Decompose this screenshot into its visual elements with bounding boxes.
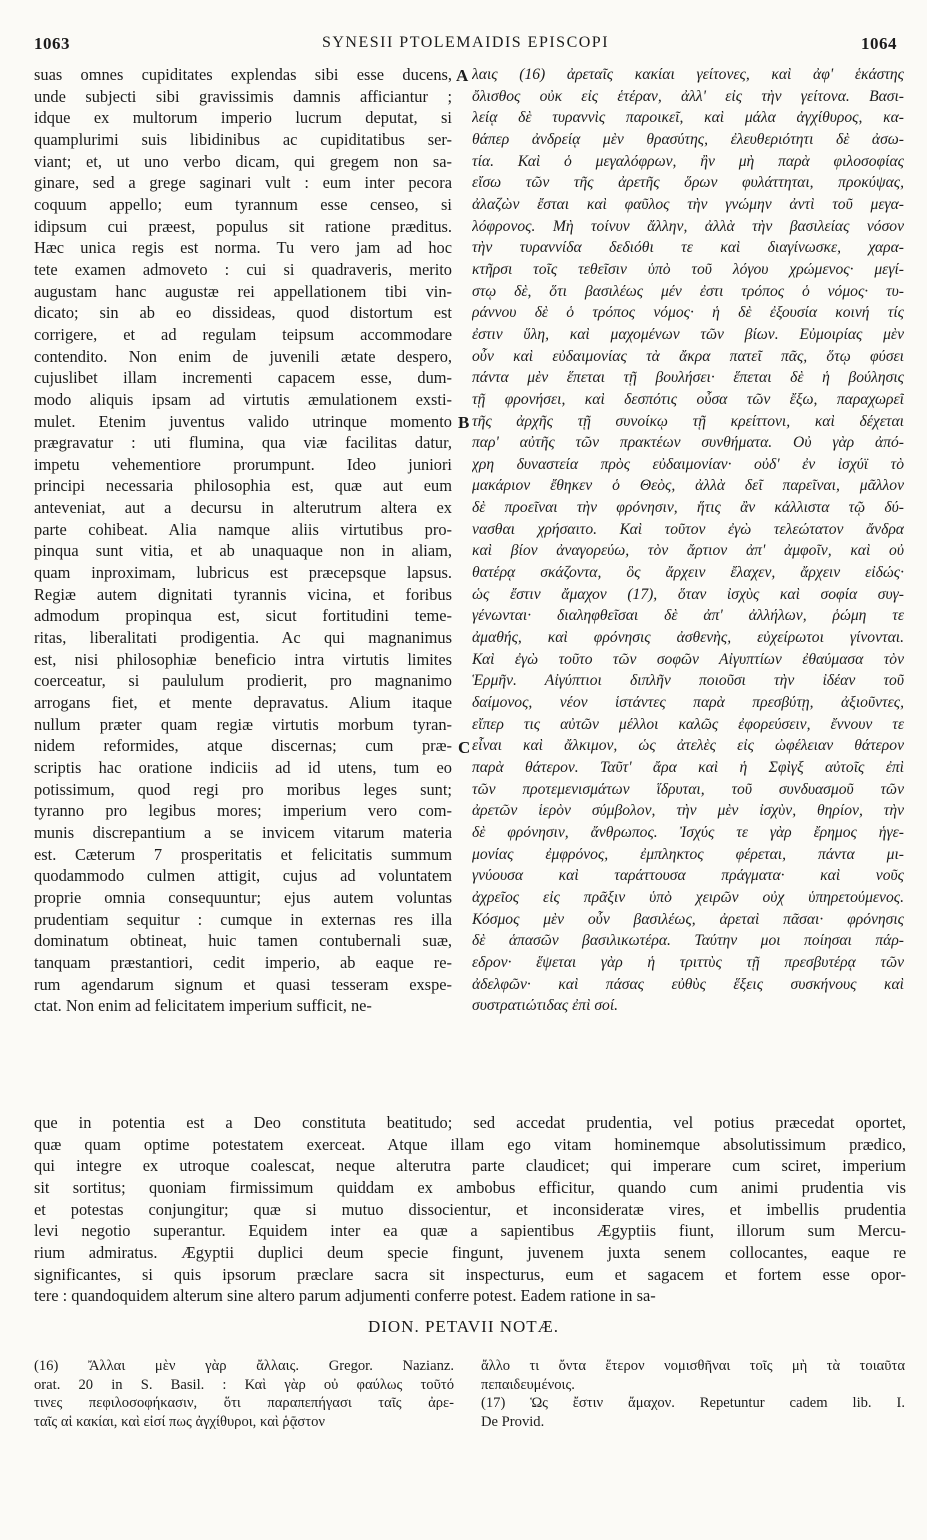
latin-text-line: prægravatur : uti flumina, qua viæ facilitas datur, bbox=[34, 433, 452, 453]
greek-text-line: δὲ προεῖναι τὴν φρόνησιν, ἥτις ἂν κάλλιστα τῷ δύ- bbox=[472, 499, 904, 517]
latin-text-line: proprie omnia consequuntur; ejus autem voluntas bbox=[34, 887, 452, 907]
note-text-line: orat. 20 in S. Basil. : Καὶ γὰρ οὐ φαύλως τοῦτό bbox=[34, 1376, 454, 1393]
greek-text-line: χρη δυναστεία πρὸς εὐδαιμονίαν· οὐδ' ἐν ἰσχύϊ τὸ bbox=[472, 455, 904, 473]
greek-text-line: παρὰ θάτερον. Ταῦτ' ἄρα καὶ ἡ Σφὶγξ αὐτοῖς ἐπὶ bbox=[472, 759, 904, 776]
greek-text-line: Καὶ ἐγὼ τοῦτο τῶν σοφῶν Αἰγυπτίων ἐθαύμασα τὸν bbox=[472, 650, 904, 668]
latin-text-line: prudentiam sequitur : cumque in externas res illa bbox=[34, 909, 452, 929]
greek-text-line: συστρατιώτιδας ἐπὶ σοί. bbox=[472, 997, 619, 1015]
latin-text-line: idque ex multorum imperio lucrum deputat, si bbox=[34, 108, 452, 128]
latin-text-line: quam inproximam, lubricus est præcepsque lapsus. bbox=[34, 563, 452, 583]
latin-text-line: modo aliquis ipsam ad virtutis æmulationem exsti- bbox=[34, 389, 452, 409]
latin-text-line: ritas, liberalitati prodigentia. Ac qui magnanimus bbox=[34, 628, 452, 648]
latin-text-line: viant; et, ut uno verbo dicam, qui gregem non sa- bbox=[34, 151, 452, 171]
latin-text-line: parte cohibeat. Alia namque aliis virtutibus pro- bbox=[34, 519, 452, 539]
greek-column bbox=[472, 64, 904, 1017]
greek-text-line: ἀλαζὼν ἔσται καὶ φαῦλος τὴν γνώμην ἀντὶ τοῦ μεγα- bbox=[472, 195, 904, 213]
latin-text-line: coerceatur, si paululum prodierit, pro magnanimo bbox=[34, 671, 452, 691]
note-text-line: (16) Ἄλλαι μὲν γὰρ ἄλλαις. Gregor. Nazianz. bbox=[34, 1358, 454, 1374]
latin-text-line: suas omnes cupiditates explendas sibi esse ducens, bbox=[34, 65, 452, 84]
greek-text-line: ἀδελφῶν· καὶ πάσας εὐθὺς ἕξεις συσκήνους καὶ bbox=[472, 975, 904, 993]
page-number-left: 1063 bbox=[34, 34, 70, 53]
latin-column bbox=[34, 64, 452, 1017]
greek-text-line: τὴν τυραννίδα δεδιόθι τε καὶ διαγίνωσκε, χαρα- bbox=[472, 239, 904, 257]
greek-text-line: λόφρονος. Μὴ τοίνυν ἄλλην, ἀλλὰ τὴν βασιλείας νόσον bbox=[472, 217, 904, 235]
latin-text-line: ginare, sed a grege saginari vult : eum inter pecora bbox=[34, 173, 452, 193]
latin-text-line: arrogans fiet, et mente depravatus. Alium itaque bbox=[34, 693, 452, 713]
greek-text-line: στῳ δὲ, ὅτι βασιλέως μέν ἐστι τρόπος ὁ νόμος· τυ- bbox=[472, 282, 904, 300]
latin-text-line: admodum propinqua est, sicut fortitudini teme- bbox=[34, 606, 452, 626]
greek-text-line: τῇ φρονήσει, καὶ δεσπότις οὖσα τῶν ἔξω, παραχωρεῖ bbox=[472, 390, 904, 408]
latin-text-line: idipsum cui præest, populus sit ratione præditus. bbox=[34, 216, 452, 236]
greek-text-line: μονίας ἐμφρόνος, ἐμπληκτος φέρεται, πάντα μι- bbox=[472, 845, 904, 863]
full-text-line: sit sortitus; quoniam firmissimum quiddam ex ambobus efficitur, quando cum animi prudentia vis bbox=[34, 1177, 906, 1197]
greek-text-line: κτῆρσι τοῖς τεθεῖσιν ὑπὸ τοῦ λόγου χρώμενος· μεγί- bbox=[472, 260, 904, 278]
greek-text-line: δὲ ἁπασῶν βασιλικωτέρα. Ταύτην μοι ποίησαι πάρ- bbox=[472, 932, 904, 950]
greek-text-line: δὲ φρόνησιν, ἄνθρωπος. Ἰσχύς τε γὰρ ἔρημος ἡγε- bbox=[472, 823, 904, 841]
margin-marker-a: A bbox=[456, 66, 469, 85]
latin-text-line: tanquam præstantiori, cedit imperio, ab eaque re- bbox=[34, 952, 452, 972]
greek-text-line: θάπερ ἀνδρείᾳ μὲν θρασύτης, ἐλευθεριότητι δὲ ἀσω- bbox=[472, 130, 904, 148]
greek-text-line: πάντα μὲν ἕπεται τῇ βουλήσει· ἕπεται δὲ ἡ βούλησις bbox=[472, 369, 904, 387]
notes-right-column bbox=[481, 1357, 905, 1431]
greek-text-line: γνύουσα καὶ ταράττουσα πράγματα· καὶ νοῦς bbox=[472, 867, 904, 885]
latin-text-line: corrigere, et ad regulam teipsum accommodare bbox=[34, 324, 452, 344]
full-text-line: rium admiratus. Ægyptii duplici deum specie fingunt, juvenem juxta senem collocantes, eaque re bbox=[34, 1242, 906, 1262]
latin-text-line: ctat. Non enim ad felicitatem imperium sufficit, ne- bbox=[34, 996, 372, 1016]
latin-text-line: impetu vehementiore prorumpunt. Ideo juniori bbox=[34, 454, 452, 474]
greek-text-line: εδρον· ἕψεται γὰρ ἡ τριττὺς τῇ πρεσβυτέρᾳ τῶν bbox=[472, 953, 904, 971]
greek-text-line: λαις (16) ἀρεταῖς κακίαι γείτονες, καὶ ἀφ' ἑκάστης bbox=[472, 66, 904, 83]
full-text-line: significantes, si quis ipsorum præclare sacra sit inspecturus, eum et sagacem et fortem esse opor- bbox=[34, 1264, 906, 1284]
greek-text-line: νασθαι χρήσαιτο. Καὶ τοῦτον ἐγὼ τελεώτατον ἄνδρα bbox=[472, 520, 904, 538]
notes-heading: DION. PETAVII NOTÆ. bbox=[367, 1317, 560, 1336]
note-text-line: ἄλλο τι ὄντα ἕτερον νομισθῆναι τοῖς μὴ τὰ τοιαῦτα bbox=[481, 1358, 905, 1374]
note-text-line: τινες πεφιλοσοφήκασιν, ὅτι παραπεπήγασι ταῖς ἀρε- bbox=[34, 1395, 454, 1412]
latin-text-line: cujuslibet illam incrementi capacem esse, dum- bbox=[34, 368, 452, 388]
greek-text-line: τῆς ἀρχῆς τῇ συνοίκῳ τῇ κρείττονι, καὶ δέχεται bbox=[472, 412, 904, 430]
page-number-right: 1064 bbox=[861, 34, 897, 53]
latin-text-line: rum agendarum signum et quasi tesseram exspe- bbox=[34, 974, 452, 994]
greek-text-line: ὄλισθος οὐκ εἰς ἑτέραν, ἀλλ' εἰς τὴν γείτονα. Βασι- bbox=[472, 87, 904, 105]
greek-text-line: ὡς ἔστιν ἄμαχον (17), ὅταν ἰσχὺς καὶ σοφία συγ- bbox=[472, 585, 904, 603]
greek-text-line: θατέρᾳ σκάζοντα, ὃς ἄρχειν ἔλαχεν, ἄρχειν εἰδώς· bbox=[472, 564, 904, 582]
latin-text-line: Regiæ autem dignitati tyrannis vicina, et foribus bbox=[34, 584, 452, 604]
full-width-paragraph bbox=[34, 1112, 906, 1307]
latin-text-line: est, nisi philosophiæ beneficio intra virtutis limites bbox=[34, 649, 452, 669]
latin-text-line: est. Cæterum 7 prosperitatis et felicitatis summum bbox=[34, 844, 452, 864]
latin-text-line: principi necessaria philosophia est, quæ aut eum bbox=[34, 476, 452, 496]
latin-text-line: dominatum obtineat, huic tamen contubernali suæ, bbox=[34, 931, 452, 951]
latin-text-line: contendito. Non enim de juvenili ætate despero, bbox=[34, 346, 452, 366]
full-text-line: qui integre ex utroque coalescat, neque alterutra parte claudicet; qui imperare cum sciret, imperium bbox=[34, 1156, 906, 1176]
greek-text-line: ἐστιν ὕλη, καὶ μαχομένων τῶν βίων. Εὐμοιρίας μὲν bbox=[472, 325, 904, 343]
greek-text-line: δαίμονος, νέον ἱστάντες παρὰ πρεσβύτῃ, ἀξιοῦντες, bbox=[472, 694, 904, 712]
note-text-line: (17) Ὡς ἔστιν ἄμαχον. Repetuntur cadem lib. I. bbox=[481, 1395, 905, 1412]
greek-text-line: ἀχρεῖος εἰς πρᾶξιν ὑπὸ χειρῶν οὐχ ὑπηρετούμενος. bbox=[472, 888, 904, 906]
latin-text-line: quamplurimi suis libidinibus ac cupiditatibus ser- bbox=[34, 129, 452, 149]
latin-text-line: anteveniat, aut a decursu in alterutrum altera ex bbox=[34, 498, 452, 518]
greek-text-line: εἴσω τῶν τῆς ἀρετῆς ὅρων φυλάττηται, προκύψας, bbox=[472, 174, 904, 192]
latin-text-line: munis discrepantium a se invicem vitarum materia bbox=[34, 822, 452, 842]
running-header bbox=[34, 34, 897, 58]
greek-text-line: παρ' αὐτῆς τῶν πρακτέων συνθήματα. Οὐ γὰρ ἀπό- bbox=[472, 434, 904, 452]
latin-text-line: pinqua sunt vitia, et ab unaquaque non in aliam, bbox=[34, 541, 452, 561]
latin-text-line: mulet. Etenim juventus valido utrinque momento bbox=[34, 411, 452, 431]
note-text-line: πεπαιδευμένοις. bbox=[481, 1376, 575, 1393]
latin-text-line: nullum præter quam regiæ virtutis morbum tyran- bbox=[34, 714, 452, 734]
greek-text-line: καὶ βίον ἀναγορεύω, τὸν ἄρτιον ἀπ' ἀμφοῖν, καὶ οὐ bbox=[472, 542, 904, 560]
latin-text-line: scriptis hac oratione indiciis ad id utens, tum eo bbox=[34, 758, 452, 777]
latin-text-line: unde subjecti sibi gravissimis damnis afficiantur ; bbox=[34, 86, 452, 106]
full-text-line: que in potentia est a Deo constituta beatitudo; sed accedat prudentia, vel potius præcedat oportet, bbox=[34, 1113, 906, 1132]
latin-text-line: augustam hanc augustæ rei appellationem tibi vin- bbox=[34, 281, 452, 301]
notes-left-column bbox=[34, 1357, 454, 1431]
margin-marker-c: C bbox=[458, 738, 471, 757]
note-text-line: De Provid. bbox=[481, 1413, 545, 1430]
latin-text-line: quodammodo culmen attigit, cujus ad voluntatem bbox=[34, 866, 452, 886]
latin-text-line: Hæc unica regis est norma. Tu vero jam ad hoc bbox=[34, 238, 452, 258]
greek-text-line: Κόσμος μὲν οὖν βασιλέως, ἀρεταὶ πᾶσαι· φρόνησις bbox=[472, 910, 904, 928]
latin-text-line: tyranno pro legibus mores; imperium vero com- bbox=[34, 801, 452, 821]
note-text-line: ταῖς αἱ κακίαι, καὶ εἰσί πως ἀγχίθυροι, καὶ ῥᾷστον bbox=[34, 1413, 325, 1430]
greek-text-line: Ἑρμῆν. Αἰγύπτιοι διπλῆν ποιοῦσι τὴν ἰδέαν τοῦ bbox=[472, 672, 904, 690]
greek-text-line: γένωνται· διαληφθεῖσαι δὲ ἀπ' ἀλλήλων, ῥώμη τε bbox=[472, 607, 904, 625]
greek-text-line: ἀμαθής, καὶ φρόνησις ἀσθενὴς, εὐχείρωτοι γίνονται. bbox=[472, 629, 904, 647]
greek-text-line: εἴπερ τις αὐτῶν μέλλοι καλῶς ἐφορεύσειν, ἔννουν τε bbox=[472, 715, 904, 733]
full-text-line: et potestas conjungitur; quæ si mutuo dissocientur, et inconsideratæ vires, et imbellis prudentia bbox=[34, 1199, 906, 1219]
greek-text-line: ράννου δὲ ὁ τρόπος νόμος· ἡ δὲ ἐξουσία κοινή τίς bbox=[472, 304, 904, 322]
full-text-line: levi negotio superantur. Equidem inter ea quæ a sapientibus Ægyptiis fiunt, illorum sum Mercu- bbox=[34, 1221, 906, 1241]
greek-text-line: τῶν προτεμενισμάτων ἵδρυται, τοῦ συνδυασμοῦ τῶν bbox=[472, 780, 904, 798]
greek-text-line: μακάριον ἔθηκεν ὁ Θεὸς, ἀλλὰ δεῖ παρεῖναι, μᾶλλον bbox=[472, 477, 904, 495]
latin-text-line: coquum appello; eum tyrannum esse censeo, si bbox=[34, 194, 452, 214]
greek-text-line: εἶναι καὶ ἄλκιμον, ὡς ἀτελὲς εἰς ὠφέλειαν θάτερον bbox=[472, 737, 904, 755]
latin-text-line: potissimum, quod regi pro moribus leges sunt; bbox=[34, 779, 452, 799]
full-text-line: tere : quandoquidem alterum sine altero parum adjumenti conferre potest. Eadem ratione in sa- bbox=[34, 1286, 656, 1306]
running-title: SYNESII PTOLEMAIDIS EPISCOPI bbox=[321, 34, 610, 51]
latin-text-line: dicato; sin ab eo dissideas, quod distortum est bbox=[34, 303, 452, 323]
greek-text-line: ἀρετῶν ἱερὸν σύμβολον, τὴν μὲν ἰσχὺν, θηρίον, τὴν bbox=[472, 802, 904, 820]
margin-marker-b: B bbox=[458, 413, 470, 432]
latin-text-line: tete examen admoveto : cui si quadraveris, merito bbox=[34, 259, 452, 279]
greek-text-line: τία. Καὶ ὁ μεγαλόφρων, ἢν μὴ παρὰ φιλοσοφίας bbox=[472, 152, 904, 170]
greek-text-line: οὖν καὶ εὐδαιμονίας τὰ ἄκρα πατεῖ πᾶς, ὅτῳ φύσει bbox=[472, 347, 904, 365]
latin-text-line: nidem reformides, atque discernas; cum præ- bbox=[34, 736, 452, 756]
full-text-line: quæ quam optime potestatem exerceat. Atque illam ego vitam hominemque absolutissimum prædico, bbox=[34, 1134, 906, 1154]
greek-text-line: λείᾳ δὲ τυραννὶς παροικεῖ, καὶ μάλα ἀγχίθυρος, κα- bbox=[472, 109, 904, 127]
